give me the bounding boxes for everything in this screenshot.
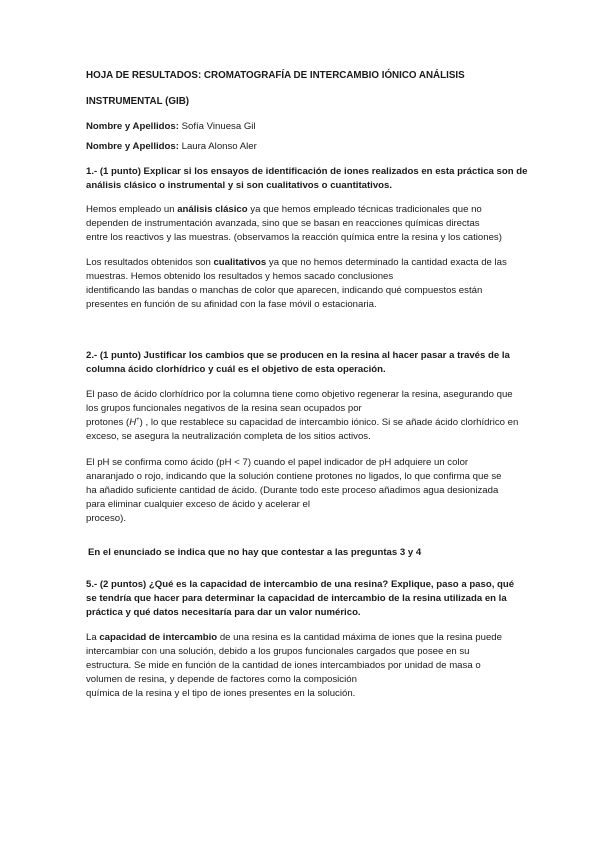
author-1-name: Sofía Vinuesa Gil xyxy=(181,121,256,132)
question-5-line-1: 5.- (2 puntos) ¿Qué es la capacidad de intercambio de una resina? Explique, paso a paso, qué xyxy=(86,579,515,590)
answer-2-p2-line-2: anaranjado o rojo, indicando que la solución contiene protones no ligados, lo que confirma que se xyxy=(86,471,502,482)
answer-5-paragraph-1 xyxy=(86,631,518,701)
answer-1-p1-bold: análisis clásico xyxy=(177,204,248,215)
answer-2-p1-line-3-b: ) , lo que restablece su capacidad de intercambio iónico. Si se añade ácido clorhídrico en xyxy=(139,417,519,428)
answer-5-p1-line-3: estructura. Se mide en función de la cantidad de iones intercambiados por unidad de masa o xyxy=(86,660,481,671)
proton-symbol: H xyxy=(129,417,137,428)
note-text: En el enunciado se indica que no hay que contestar a las preguntas 3 y 4 xyxy=(88,547,422,558)
answer-1-p1-line-3: entre los reactivos y las muestras. (observamos la reacción química entre la resina y los cationes) xyxy=(86,232,502,243)
author-1-label: Nombre y Apellidos: xyxy=(86,121,179,132)
question-1-line-1: 1.- (1 punto) Explicar si los ensayos de identificación de iones realizados en esta práctica son de xyxy=(86,166,528,177)
answer-1-p2-line-1 xyxy=(86,256,518,270)
answer-1-p2-line-3: identificando las bandas o manchas de color que aparecen, indicando qué compuestos están xyxy=(86,285,483,296)
question-2-line-2: columna ácido clorhídrico y cuál es el objetivo de esta operación. xyxy=(86,364,386,375)
answer-2-p2-line-1: El pH se confirma como ácido (pH < 7) cuando el papel indicador de pH adquiere un color xyxy=(86,457,469,468)
answer-2-p1-line-1: El paso de ácido clorhídrico por la columna tiene como objetivo regenerar la resina, asegurando que xyxy=(86,389,513,400)
answer-1-p2-bold: cualitativos xyxy=(213,257,267,268)
answer-2-p1-line-4: exceso, se asegura la neutralización completa de los sitios activos. xyxy=(86,431,371,442)
answer-2-p1-line-2: los grupos funcionales negativos de la resina sean ocupados por xyxy=(86,403,362,414)
question-2-line-1: 2.- (1 punto) Justificar los cambios que se producen en la resina al hacer pasar a través de la xyxy=(86,350,510,361)
question-5-line-3: práctica y qué datos necesitaría para dar un valor numérico. xyxy=(86,607,361,618)
answer-1-p2-line-2: muestras. Hemos obtenido los resultados y hemos sacado conclusiones xyxy=(86,271,394,282)
question-2 xyxy=(86,349,518,377)
answer-2-p1-line-3 xyxy=(86,416,518,430)
question-1-line-2: análisis clásico o instrumental y si son cualitativos o cuantitativos. xyxy=(86,180,393,191)
answer-2-p2-line-3: ha añadido suficiente cantidad de ácido. (Durante todo este proceso añadimos agua desionizada xyxy=(86,485,499,496)
answer-2-p2-line-5: proceso). xyxy=(86,513,126,524)
question-5 xyxy=(86,578,518,620)
answer-2-p1-line-3-a: protones ( xyxy=(86,417,130,428)
answer-5-p1-line-5: química de la resina y el tipo de iones presentes en la solución. xyxy=(86,688,356,699)
author-2-name: Laura Alonso Aler xyxy=(181,141,257,152)
answer-5-p1-text-a: La xyxy=(86,632,100,643)
answer-5-p1-line-4: volumen de resina, y depende de factores como la composición xyxy=(86,674,357,685)
document-title-text-1: HOJA DE RESULTADOS: CROMATOGRAFÍA DE INTERCAMBIO IÓNICO ANÁLISIS xyxy=(86,70,465,81)
answer-5-p1-bold: capacidad de intercambio xyxy=(99,632,218,643)
answer-5-p1-line-2: intercambiar con una solución, debido a los grupos funcionales cargados que posee en su xyxy=(86,646,470,657)
answer-1-p2-text-b: ya que no hemos determinado la cantidad exacta de las xyxy=(266,257,507,268)
answer-1-paragraph-1 xyxy=(86,203,518,245)
answer-2-paragraph-2 xyxy=(86,456,518,526)
proton-charge: + xyxy=(136,416,140,423)
answer-1-p2-line-4: presentes en función de su afinidad con la fase móvil o estacionaria. xyxy=(86,299,377,310)
answer-5-p1-line-1 xyxy=(86,631,518,645)
document-title-text-2: INSTRUMENTAL (GIB) xyxy=(86,96,190,107)
document-title-line-2 xyxy=(86,95,518,109)
answer-2-paragraph-1 xyxy=(86,388,518,444)
answer-5-p1-text-b: de una resina es la cantidad máxima de iones que la resina puede xyxy=(217,632,502,643)
answer-1-p1-text-b: ya que hemos empleado técnicas tradicionales que no xyxy=(247,204,482,215)
answer-1-paragraph-2 xyxy=(86,256,518,312)
answer-1-p2-text-a: Los resultados obtenidos son xyxy=(86,257,214,268)
author-1 xyxy=(86,120,518,134)
note-questions-3-4 xyxy=(88,546,520,560)
question-5-line-2: se tendría que hacer para determinar la capacidad de intercambio de la resina utilizada en la xyxy=(86,593,507,604)
answer-2-p2-line-4: para eliminar cualquier exceso de ácido y acelerar el xyxy=(86,499,310,510)
answer-1-p1-text-a: Hemos empleado un xyxy=(86,204,178,215)
author-2-label: Nombre y Apellidos: xyxy=(86,141,179,152)
document-title-line-1 xyxy=(86,69,518,83)
author-2 xyxy=(86,140,518,154)
question-1 xyxy=(86,165,528,193)
answer-1-p1-line-1 xyxy=(86,203,518,217)
answer-1-p1-line-2: dependen de instrumentación avanzada, sino que se basan en reacciones químicas directas xyxy=(86,218,480,229)
